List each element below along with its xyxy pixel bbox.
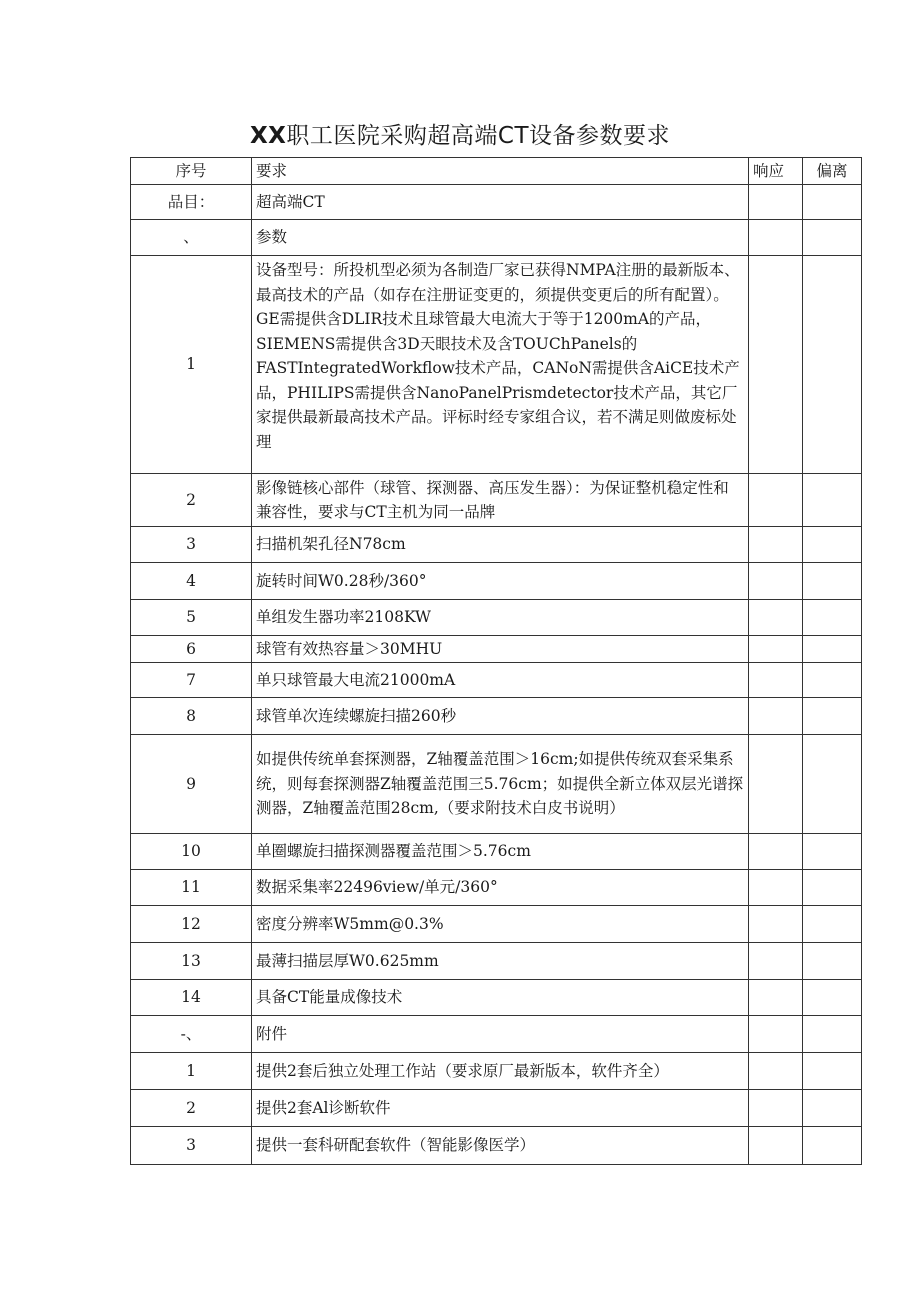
table-header-row xyxy=(131,158,862,185)
row-req: 球管有效热容量＞30MHU xyxy=(252,636,749,663)
row-req: 具备CT能量成像技术 xyxy=(252,980,749,1016)
row-resp xyxy=(749,563,803,600)
row-req: 密度分辨率W5mm@0.3% xyxy=(252,906,749,943)
table-row xyxy=(131,185,862,220)
row-no: 10 xyxy=(131,834,252,870)
row-dev xyxy=(803,256,862,474)
row-no: -、 xyxy=(131,1016,252,1053)
row-resp xyxy=(749,600,803,636)
row-no: 11 xyxy=(131,870,252,906)
row-req: 超高端CT xyxy=(252,185,749,220)
row-no: 6 xyxy=(131,636,252,663)
row-req: 设备型号：所投机型必须为各制造厂家已获得NMPA注册的最新版本、最高技术的产品（如存在注册证变更的，须提供变更后的所有配置）。GE需提供含DLIR技术且球管最大电流大于等于1200mA的产品，SIEMENS需提供含3D天眼技术及含TOUChPanels的FASTIntegratedWorkflow技术产品，CANoN需提供含AiCE技术产品，PHILIPS需提供含NanoPanelPrismdetector技术产品，其它厂家提供最新最高技术产品。评标时经专家组合议，若不满足则做废标处理 xyxy=(252,256,749,474)
row-resp xyxy=(749,663,803,698)
row-req: 提供2套Al诊断软件 xyxy=(252,1090,749,1127)
header-dev: 偏离 xyxy=(803,158,862,185)
row-no: 9 xyxy=(131,735,252,834)
row-no: 品目： xyxy=(131,185,252,220)
row-dev xyxy=(803,943,862,980)
row-no: 12 xyxy=(131,906,252,943)
table-row xyxy=(131,1016,862,1053)
row-resp xyxy=(749,735,803,834)
table-row xyxy=(131,636,862,663)
row-no: 、 xyxy=(131,220,252,256)
header-resp: 响应 xyxy=(749,158,803,185)
row-dev xyxy=(803,735,862,834)
table-row xyxy=(131,1090,862,1127)
row-req: 最薄扫描层厚W0.625mm xyxy=(252,943,749,980)
row-no: 7 xyxy=(131,663,252,698)
row-dev xyxy=(803,663,862,698)
row-dev xyxy=(803,1016,862,1053)
row-no: 1 xyxy=(131,1053,252,1090)
row-resp xyxy=(749,185,803,220)
row-req: 球管单次连续螺旋扫描260秒 xyxy=(252,698,749,735)
row-dev xyxy=(803,906,862,943)
row-dev xyxy=(803,474,862,527)
row-dev xyxy=(803,600,862,636)
row-req: 数据采集率22496view/单元/360° xyxy=(252,870,749,906)
table-row xyxy=(131,834,862,870)
row-dev xyxy=(803,980,862,1016)
title-prefix: XX xyxy=(249,123,287,149)
row-req: 提供一套科研配套软件（智能影像医学） xyxy=(252,1127,749,1165)
row-resp xyxy=(749,636,803,663)
row-req: 单只球管最大电流21000mA xyxy=(252,663,749,698)
row-resp xyxy=(749,1053,803,1090)
table-row xyxy=(131,735,862,834)
row-resp xyxy=(749,527,803,563)
row-dev xyxy=(803,870,862,906)
row-dev xyxy=(803,1090,862,1127)
table-row xyxy=(131,527,862,563)
row-resp xyxy=(749,870,803,906)
row-dev xyxy=(803,563,862,600)
table-row xyxy=(131,870,862,906)
row-dev xyxy=(803,834,862,870)
table-row xyxy=(131,943,862,980)
row-no: 13 xyxy=(131,943,252,980)
row-resp xyxy=(749,474,803,527)
row-resp xyxy=(749,1090,803,1127)
row-dev xyxy=(803,1053,862,1090)
table-row xyxy=(131,663,862,698)
row-resp xyxy=(749,698,803,735)
row-req: 影像链核心部件（球管、探测器、高压发生器）：为保证整机稳定性和兼容性，要求与CT主机为同一品牌 xyxy=(252,474,749,527)
title-text: 职工医院采购超高端CT设备参数要求 xyxy=(286,123,671,149)
table-row xyxy=(131,474,862,527)
header-no: 序号 xyxy=(131,158,252,185)
row-no: 2 xyxy=(131,1090,252,1127)
row-dev xyxy=(803,636,862,663)
requirements-table xyxy=(130,157,862,1165)
row-resp xyxy=(749,220,803,256)
row-resp xyxy=(749,256,803,474)
row-req: 单组发生器功率2108KW xyxy=(252,600,749,636)
row-req: 附件 xyxy=(252,1016,749,1053)
table-row xyxy=(131,256,862,474)
row-no: 3 xyxy=(131,1127,252,1165)
row-req: 提供2套后独立处理工作站（要求原厂最新版本，软件齐全） xyxy=(252,1053,749,1090)
table-row xyxy=(131,698,862,735)
table-row xyxy=(131,600,862,636)
row-resp xyxy=(749,1016,803,1053)
row-req: 扫描机架孔径N78cm xyxy=(252,527,749,563)
table-row xyxy=(131,980,862,1016)
row-dev xyxy=(803,527,862,563)
row-no: 4 xyxy=(131,563,252,600)
row-no: 14 xyxy=(131,980,252,1016)
table-row xyxy=(131,220,862,256)
row-no: 5 xyxy=(131,600,252,636)
row-dev xyxy=(803,1127,862,1165)
table-row xyxy=(131,1053,862,1090)
header-req: 要求 xyxy=(252,158,749,185)
row-dev xyxy=(803,220,862,256)
row-dev xyxy=(803,185,862,220)
row-no: 3 xyxy=(131,527,252,563)
row-resp xyxy=(749,980,803,1016)
row-resp xyxy=(749,1127,803,1165)
row-no: 1 xyxy=(131,256,252,474)
row-resp xyxy=(749,834,803,870)
row-req: 如提供传统单套探测器，Z轴覆盖范围＞16cm;如提供传统双套采集系统，则每套探测器Z轴覆盖范围三5.76cm；如提供全新立体双层光谱探测器，Z轴覆盖范围28cm,（要求附技术白皮书说明） xyxy=(252,735,749,834)
row-resp xyxy=(749,906,803,943)
row-no: 2 xyxy=(131,474,252,527)
row-resp xyxy=(749,943,803,980)
table-row xyxy=(131,1127,862,1165)
row-no: 8 xyxy=(131,698,252,735)
row-req: 旋转时间W0.28秒/360° xyxy=(252,563,749,600)
table-row xyxy=(131,906,862,943)
row-req: 参数 xyxy=(252,220,749,256)
row-req: 单圈螺旋扫描探测器覆盖范围＞5.76cm xyxy=(252,834,749,870)
page-title xyxy=(0,117,920,150)
row-dev xyxy=(803,698,862,735)
table-row xyxy=(131,563,862,600)
